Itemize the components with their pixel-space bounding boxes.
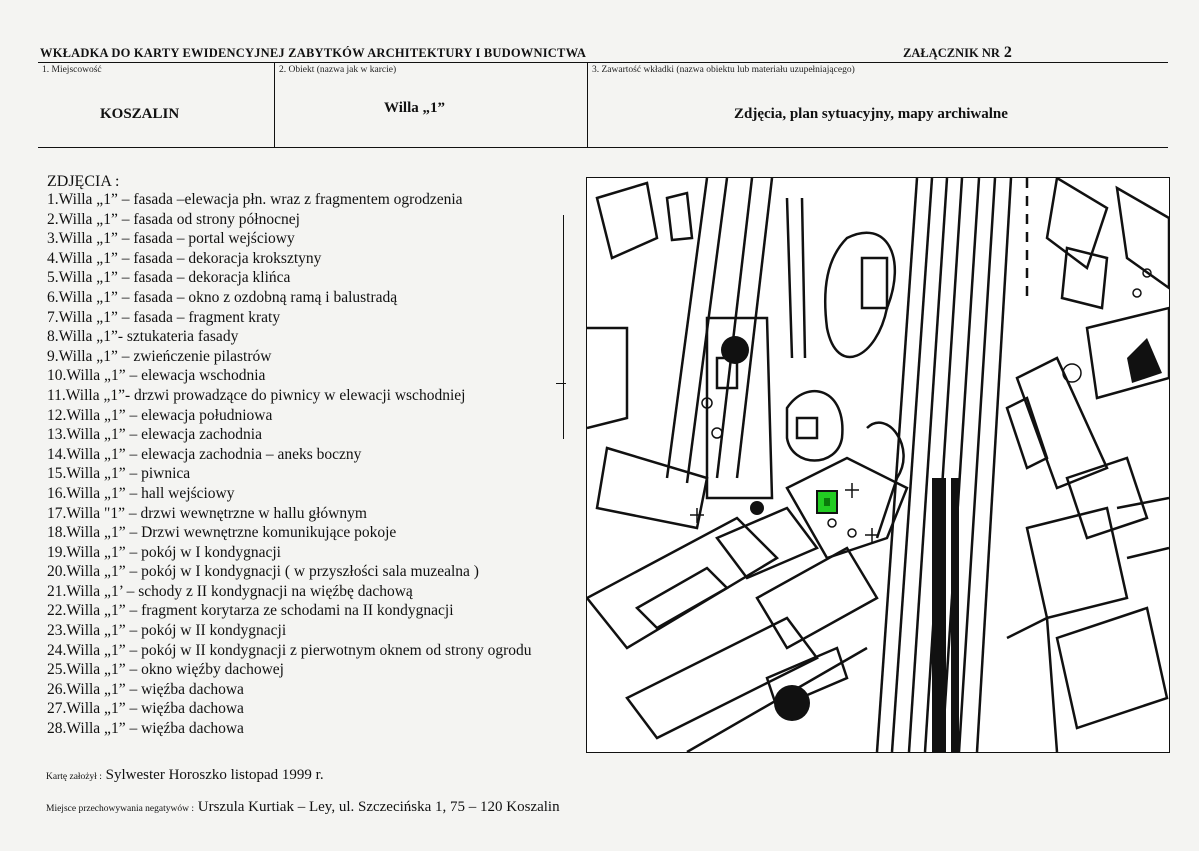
photo-list-item: 2.Willa „1” – fasada od strony północnej	[47, 210, 300, 228]
photo-list-item: 8.Willa „1”- sztukateria fasady	[47, 328, 239, 346]
author-value: Sylwester Horoszko listopad 1999 r.	[105, 767, 324, 783]
storage-value: Urszula Kurtiak – Ley, ul. Szczecińska 1, 75 – 120 Koszalin	[197, 799, 560, 815]
field-value-contents: Zdjęcia, plan sytuacyjny, mapy archiwalne	[734, 106, 1008, 122]
highlighted-villa-marker	[824, 498, 830, 506]
photo-list-item: 4.Willa „1” – fasada – dekoracja kroksztyny	[47, 249, 322, 267]
site-plan-drawing	[587, 178, 1169, 752]
storage-label: Miejsce przechowywania negatywów :	[46, 804, 194, 814]
photo-list-item: 6.Willa „1” – fasada – okno z ozdobną ramą i balustradą	[47, 288, 398, 306]
photo-list-item: 7.Willa „1” – fasada – fragment kraty	[47, 308, 281, 326]
photo-list-item: 21.Willa „1’ – schody z II kondygnacji na więźbę dachową	[47, 582, 413, 600]
footer-author	[46, 767, 324, 784]
photo-list-item: 15.Willa „1” – piwnica	[47, 465, 191, 483]
photo-list-item: 14.Willa „1” – elewacja zachodnia – aneks boczny	[47, 445, 362, 463]
photo-list-item: 26.Willa „1” – więźba dachowa	[47, 680, 244, 698]
photo-list-item: 24.Willa „1” – pokój w II kondygnacji z pierwotnym oknem od strony ogrodu	[47, 641, 532, 659]
field-label-contents: 3. Zawartość wkładki (nazwa obiektu lub materiału uzupełniającego)	[592, 65, 855, 75]
photo-list-item: 22.Willa „1” – fragment korytarza ze schodami na II kondygnacji	[47, 602, 454, 620]
header-divider-1	[274, 62, 275, 148]
photo-list-item: 18.Willa „1” – Drzwi wewnętrzne komunikujące pokoje	[47, 524, 397, 542]
photo-list-item: 5.Willa „1” – fasada – dekoracja klińca	[47, 269, 291, 287]
photo-list-item: 19.Willa „1” – pokój w I kondygnacji	[47, 543, 281, 561]
header-bottom-rule	[38, 147, 1168, 148]
photo-list-item: 1.Willa „1” – fasada –elewacja płn. wraz z fragmentem ogrodzenia	[47, 191, 463, 208]
map-linework	[587, 178, 1169, 752]
photos-heading: ZDJĘCIA :	[47, 173, 120, 190]
header-divider-2	[587, 62, 588, 148]
site-plan-map	[586, 177, 1170, 753]
footer-storage	[46, 799, 560, 816]
annex-label	[903, 44, 1012, 62]
photo-list-item: 12.Willa „1” – elewacja południowa	[47, 406, 273, 424]
photo-list-item: 9.Willa „1” – zwieńczenie pilastrów	[47, 347, 272, 365]
photo-list-item: 11.Willa „1”- drzwi prowadzące do piwnicy w elewacji wschodniej	[47, 386, 466, 404]
photo-list-item: 16.Willa „1” – hall wejściowy	[47, 484, 235, 502]
photo-list-item: 25.Willa „1” – okno więźby dachowej	[47, 661, 284, 679]
annex-number: 2	[1003, 44, 1012, 61]
photo-list-item: 17.Willa "1” – drzwi wewnętrzne w hallu głównym	[47, 504, 367, 522]
photo-list-item: 28.Willa „1” – więźba dachowa	[47, 720, 244, 738]
photo-list-item: 3.Willa „1” – fasada – portal wejściowy	[47, 230, 295, 248]
margin-mark	[563, 215, 564, 439]
field-value-locality: KOSZALIN	[100, 106, 180, 122]
photo-list-item: 20.Willa „1” – pokój w I kondygnacji ( w przyszłości sala muzealna )	[47, 563, 479, 581]
photo-list-item: 10.Willa „1” – elewacja wschodnia	[47, 367, 266, 385]
field-label-object: 2. Obiekt (nazwa jak w karcie)	[279, 65, 397, 75]
photo-list-item: 27.Willa „1” – więźba dachowa	[47, 700, 244, 718]
field-value-object: Willa „1”	[384, 100, 445, 116]
photo-list	[47, 190, 532, 739]
photo-list-item: 13.Willa „1” – elewacja zachodnia	[47, 426, 262, 444]
annex-label-text: ZAŁĄCZNIK NR	[903, 46, 1000, 60]
photo-list-item: 23.Willa „1” – pokój w II kondygnacji	[47, 622, 287, 640]
field-label-locality: 1. Miejscowość	[42, 65, 102, 75]
sheet-title: WKŁADKA DO KARTY EWIDENCYJNEJ ZABYTKÓW ARCHITEKTURY I BUDOWNICTWA	[40, 46, 587, 60]
margin-mark-tick	[556, 383, 566, 384]
header-top-rule	[38, 62, 1168, 63]
author-label: Kartę założył :	[46, 772, 102, 782]
